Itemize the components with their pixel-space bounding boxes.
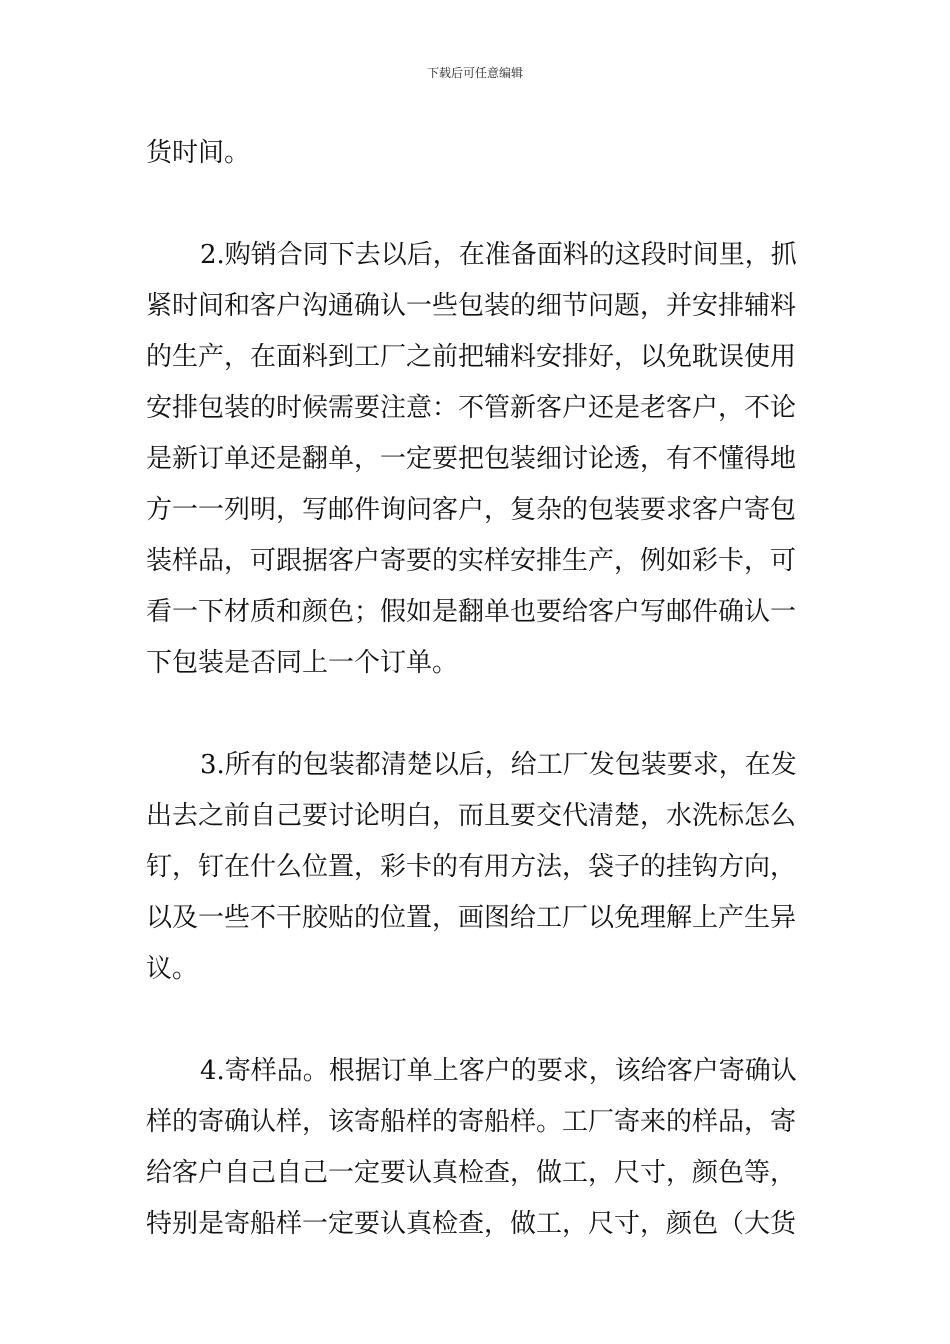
paragraph-line: 装样品，可跟据客户寄要的实样安排生产，例如彩卡，可 (146, 546, 797, 576)
paragraph-line: 方一一列明，写邮件询问客户，复杂的包装要求客户寄包 (146, 495, 797, 525)
paragraph-gap (146, 689, 810, 740)
paragraph-line: 样的寄确认样，该寄船样的寄船样。工厂寄来的样品，寄 (146, 1107, 797, 1137)
paragraph-line: 是新订单还是翻单，一定要把包装细讨论透，有不懂得地 (146, 444, 797, 474)
page-header-note: 下载后可任意编辑 (426, 66, 523, 80)
paragraph-line: 下包装是否同上一个订单。 (146, 648, 459, 678)
paragraph-line: 给客户自己自己一定要认真检查，做工，尺寸，颜色等， (146, 1158, 797, 1188)
paragraph-line: 3.所有的包装都清楚以后，给工厂发包装要求，在发 (200, 750, 797, 780)
paragraph-gap (146, 995, 810, 1046)
document-body (146, 128, 810, 1250)
paragraph-line: 看一下材质和颜色；假如是翻单也要给客户写邮件确认一 (146, 597, 797, 627)
paragraph-gap (146, 179, 810, 230)
paragraph-line: 议。 (146, 954, 199, 984)
paragraph-line: 4.寄样品。根据订单上客户的要求，该给客户寄确认 (200, 1056, 797, 1086)
paragraph-line: 的生产，在面料到工厂之前把辅料安排好，以免耽误使用 (146, 342, 797, 372)
paragraph-line: 以及一些不干胶贴的位置，画图给工厂以免理解上产生异 (146, 903, 797, 933)
paragraph-line: 货时间。 (146, 138, 251, 168)
paragraph-line: 2.购销合同下去以后，在准备面料的这段时间里，抓 (200, 240, 797, 270)
paragraph-line: 钉，钉在什么位置，彩卡的有用方法，袋子的挂钩方向， (146, 852, 797, 882)
paragraph-line: 特别是寄船样一定要认真检查，做工，尺寸，颜色（大货 (146, 1209, 797, 1239)
paragraph-line: 安排包装的时候需要注意：不管新客户还是老客户，不论 (146, 393, 797, 423)
paragraph-line: 紧时间和客户沟通确认一些包装的细节问题，并安排辅料 (146, 291, 797, 321)
paragraph-line: 出去之前自己要讨论明白，而且要交代清楚，水洗标怎么 (146, 801, 797, 831)
